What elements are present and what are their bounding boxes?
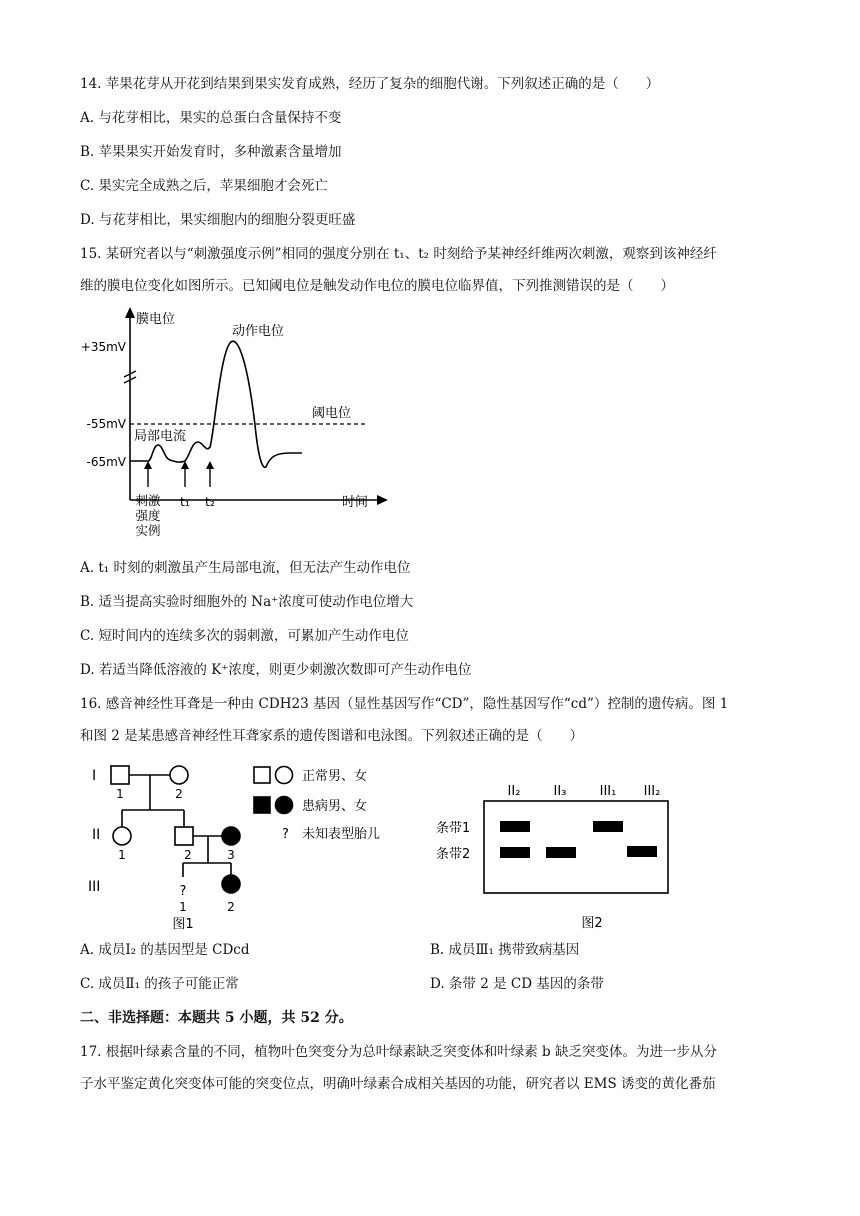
legend-normal-male: [254, 767, 270, 783]
gen-ii-label: II: [92, 827, 101, 843]
section-heading: 二、非选择题：本题共 5 小题，共 52 分。: [80, 1010, 353, 1026]
q15-option-b: B. 适当提高实验时细胞外的 Na⁺浓度可使动作电位增大: [80, 594, 414, 610]
band-ii2-1: [500, 821, 530, 832]
num-iii2: 2: [227, 900, 235, 914]
stim-arrowhead-example: [144, 461, 152, 469]
t2-label: t₂: [205, 494, 215, 509]
fig1-caption: 图1: [172, 917, 194, 932]
potential-trace: [130, 341, 302, 467]
q15-stem-line2: 维的膜电位变化如图所示。已知阈电位是触发动作电位的膜电位临界值，下列推测错误的是（ ）: [80, 278, 674, 294]
q15-option-a: A. t₁ 时刻的刺激虽产生局部电流，但无法产生动作电位: [80, 560, 411, 576]
fig2-caption: 图2: [581, 916, 603, 931]
electrophoresis-figure: [430, 773, 690, 933]
num-ii1: 1: [118, 848, 126, 862]
legend-affected-label: 患病男、女: [302, 799, 368, 814]
q14-stem: 14. 苹果花芽从开花到结果到果实发育成熟，经历了复杂的细胞代谢。下列叙述正确的是（ ）: [80, 76, 660, 92]
q16-option-a: A. 成员Ⅰ₂ 的基因型是 CDcd: [80, 942, 250, 958]
legend-unknown-label: 未知表型胎儿: [302, 827, 381, 842]
q17-line1: 17. 根据叶绿素含量的不同，植物叶色突变分为总叶绿素缺乏突变体和叶绿素 b 缺乏突变体。为进一步从分: [80, 1044, 717, 1060]
local-current-label: 局部电流: [134, 429, 187, 444]
x-axis-arrow: [377, 495, 388, 505]
q14-option-b: B. 苹果果实开始发育时，多种激素含量增加: [80, 144, 342, 160]
legend-affected-female: [276, 797, 293, 814]
member-i2: [170, 766, 188, 784]
member-ii2: [175, 827, 193, 845]
member-ii1: [113, 827, 131, 845]
legend-normal-female: [276, 767, 293, 784]
member-iii2: [222, 875, 240, 893]
stim-arrowhead-t2: [206, 461, 214, 469]
num-i2: 2: [175, 787, 183, 801]
q16-option-d: D. 条带 2 是 CD 基因的条带: [430, 976, 604, 992]
q15-stem-line1: 15. 某研究者以与“刺激强度示例”相同的强度分别在 t₁、t₂ 时刻给予某神经纤维两次刺激，观察到该神经纤: [80, 246, 717, 262]
y-axis-arrow: [125, 307, 135, 318]
q16-option-c: C. 成员Ⅱ₁ 的孩子可能正常: [80, 976, 239, 992]
gen-iii-label: III: [88, 879, 101, 895]
num-iii1: 1: [179, 900, 187, 914]
x-axis-label: 时间: [342, 495, 369, 510]
band-iii2-2: [627, 846, 657, 857]
stim-label-2: 强度: [135, 508, 161, 523]
y-axis-label: 膜电位: [136, 312, 176, 327]
band-ii2-2: [500, 847, 530, 858]
lane-ii3: II₃: [553, 784, 567, 799]
q14-option-c: C. 果实完全成熟之后，苹果细胞才会死亡: [80, 178, 328, 194]
q16-stem-line2: 和图 2 是某患感音神经性耳聋家系的遗传图谱和电泳图。下列叙述正确的是（ ）: [80, 728, 584, 744]
tick-35mv: +35mV: [80, 340, 126, 354]
stim-label-1: 刺激: [135, 493, 161, 508]
member-ii3: [222, 827, 240, 845]
legend-normal-label: 正常男、女: [302, 769, 368, 784]
member-iii1-unknown: ?: [179, 884, 187, 899]
q17-line2: 子水平鉴定黄化突变体可能的突变位点，明确叶绿素合成相关基因的功能，研究者以 EMS 诱变的黄化番茄: [80, 1076, 716, 1092]
q15-option-d: D. 若适当降低溶液的 K⁺浓度，则更少刺激次数即可产生动作电位: [80, 662, 472, 678]
num-ii3: 3: [227, 848, 235, 862]
membrane-potential-figure: [80, 305, 400, 545]
lane-iii2: III₂: [643, 784, 661, 799]
action-potential-label: 动作电位: [232, 324, 285, 339]
t1-label: t₁: [180, 494, 190, 509]
q16-option-b: B. 成员Ⅲ₁ 携带致病基因: [430, 942, 580, 958]
lane-iii1: III₁: [599, 784, 617, 799]
q16-stem-line1: 16. 感音神经性耳聋是一种由 CDH23 基因（显性基因写作“CD”，隐性基因写作“cd”）控制的遗传病。图 1: [80, 696, 729, 712]
tick-65mv: -65mV: [86, 455, 126, 469]
member-i1: [111, 766, 129, 784]
band2-label: 条带2: [436, 847, 471, 862]
lane-ii2: II₂: [507, 784, 521, 799]
q14-option-d: D. 与花芽相比，果实细胞内的细胞分裂更旺盛: [80, 212, 356, 228]
band-iii1-1: [593, 821, 623, 832]
tick-55mv: -55mV: [86, 417, 126, 431]
legend-affected-male: [254, 797, 270, 813]
q14-option-a: A. 与花芽相比，果实的总蛋白含量保持不变: [80, 110, 342, 126]
threshold-label: 阈电位: [312, 406, 352, 421]
q15-option-c: C. 短时间内的连续多次的弱刺激，可累加产生动作电位: [80, 628, 409, 644]
stim-label-3: 实例: [135, 523, 161, 538]
num-i1: 1: [116, 787, 124, 801]
gen-i-label: I: [92, 768, 97, 784]
band-ii3-2: [546, 847, 576, 858]
pedigree-figure: [80, 755, 420, 935]
legend-unknown-mark: ?: [282, 827, 289, 842]
band1-label: 条带1: [436, 821, 471, 836]
num-ii2: 2: [184, 848, 192, 862]
